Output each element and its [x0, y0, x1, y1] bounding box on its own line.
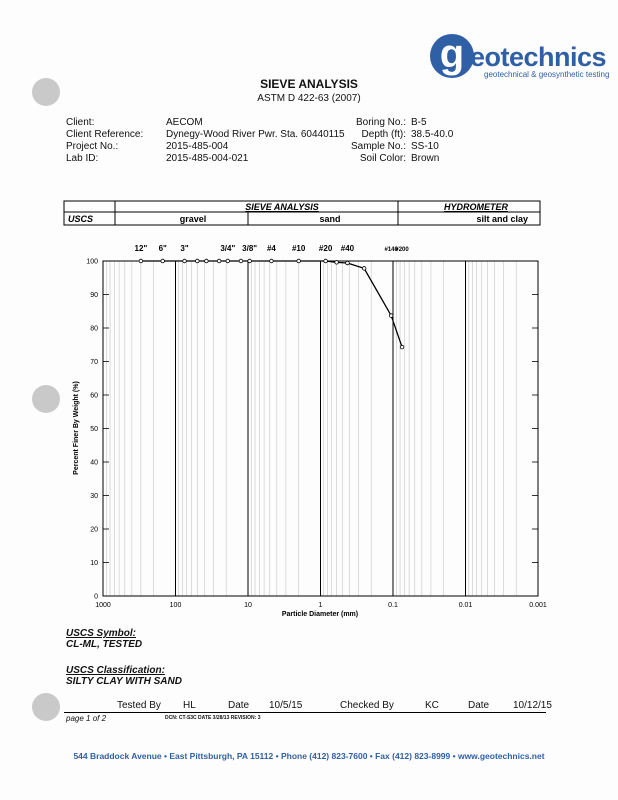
client-reference-label: Client Reference:: [66, 129, 144, 140]
uscs-symbol-block: [66, 628, 142, 650]
boring-no-value: B-5: [411, 117, 427, 128]
depth-label: Depth (ft):: [361, 129, 406, 140]
logo-icon: g: [430, 34, 474, 78]
lab-id-label: Lab ID:: [66, 153, 99, 164]
gradation-line: [141, 261, 402, 347]
x-tick-label: 1000: [95, 602, 111, 609]
depth-value: 38.5-40.0: [411, 129, 454, 140]
data-point: [335, 261, 339, 265]
x-tick-label: 100: [169, 602, 182, 609]
data-point: [196, 259, 200, 263]
footer-contact: 544 Braddock Avenue • East Pittsburgh, PA 15112 • Phone (412) 823-7600 • Fax (412) 823-8999 • www.geotechnics.net: [73, 751, 545, 761]
x-tick-label: 0.01: [458, 602, 473, 609]
y-tick-label: 20: [90, 526, 98, 534]
x-tick-label: 1: [318, 602, 323, 609]
x-tick-label: 10: [244, 602, 252, 609]
uscs-symbol-value: CL-ML, TESTED: [66, 639, 143, 650]
gravel-label: gravel: [179, 214, 207, 224]
logo-tagline: geotechnical & geosynthetic testing: [484, 70, 610, 79]
y-tick-label: 40: [90, 459, 98, 467]
data-point: [389, 314, 393, 318]
data-point: [400, 345, 404, 349]
y-tick-label: 80: [90, 325, 98, 333]
sieve-size-label: 12": [134, 244, 148, 253]
chart-grid: [103, 261, 538, 596]
soil-color-label: Soil Color:: [359, 153, 406, 164]
sieve-size-label: #200: [395, 247, 409, 253]
chart-axes: [86, 259, 547, 610]
hydrometer-heading: HYDROMETER: [443, 202, 509, 212]
document-control-code: DCN: CT-S3C DATE 3/28/13 REVISION: 3: [165, 715, 261, 721]
y-tick-label: 30: [90, 493, 98, 500]
uscs-classification-value: SILTY CLAY WITH SAND: [66, 676, 182, 687]
project-no-label: Project No.:: [66, 141, 119, 152]
uscs-classification-heading: USCS Classification:: [66, 665, 165, 676]
client-label: Client:: [66, 117, 95, 128]
client-value: AECOM: [166, 117, 203, 128]
page-title: SIEVE ANALYSIS: [260, 77, 358, 91]
silt-clay-label: silt and clay: [476, 214, 528, 224]
y-tick-label: 10: [90, 560, 98, 567]
data-point: [270, 259, 274, 263]
x-tick-label: 0.001: [529, 602, 547, 609]
data-point: [183, 259, 187, 263]
project-no-value: 2015-485-004: [166, 141, 229, 152]
checked-by-value: KC: [425, 700, 439, 711]
uscs-classification-block: [66, 665, 182, 687]
sample-no-value: SS-10: [411, 141, 439, 152]
y-tick-label: 50: [90, 426, 98, 433]
uscs-symbol-heading: USCS Symbol:: [66, 628, 137, 639]
y-tick-label: 60: [90, 392, 98, 400]
data-point: [161, 259, 165, 263]
y-tick-label: 90: [90, 292, 98, 299]
data-point: [139, 259, 143, 263]
x-tick-label: 0.1: [388, 602, 398, 609]
signoff-rule: [64, 712, 546, 713]
sieve-size-label: #140: [384, 247, 398, 253]
y-axis-label: Percent Finer By Weight (%): [73, 381, 80, 475]
test-standard: ASTM D 422-63 (2007): [257, 93, 361, 104]
checked-date-label: Date: [468, 700, 490, 711]
checked-by-label: Checked By: [340, 700, 394, 711]
sieve-markers: [135, 244, 410, 253]
sample-no-label: Sample No.:: [350, 141, 406, 152]
classification-bar: [64, 201, 540, 225]
y-tick-label: 70: [90, 359, 98, 366]
data-point: [248, 259, 252, 263]
data-point: [324, 259, 328, 263]
y-tick-label: 0: [94, 593, 98, 601]
logo-wordmark: eotechnics: [470, 42, 607, 72]
uscs-heading: USCS: [68, 214, 94, 224]
tested-by-value: HL: [183, 700, 196, 711]
sieve-size-label: #4: [266, 244, 276, 253]
sieve-size-label: 3": [180, 244, 189, 253]
tested-date-label: Date: [228, 700, 250, 711]
sieve-size-label: #40: [340, 244, 355, 253]
sieve-size-label: 3/4": [220, 244, 236, 253]
data-point: [205, 259, 209, 263]
client-reference-value: Dynegy-Wood River Pwr. Sta. 60440115: [166, 129, 345, 140]
sieve-analysis-heading: SIEVE ANALYSIS: [245, 202, 319, 212]
sieve-size-label: #10: [291, 244, 306, 253]
data-point: [226, 259, 230, 263]
checked-date-value: 10/12/15: [513, 700, 552, 711]
tested-date-value: 10/5/15: [269, 700, 303, 711]
sieve-size-label: #20: [318, 244, 333, 253]
data-point: [239, 259, 243, 263]
lab-id-value: 2015-485-004-021: [166, 153, 249, 164]
sieve-size-label: 6": [158, 244, 167, 253]
data-point: [362, 267, 366, 271]
data-point: [297, 259, 301, 263]
sand-label: sand: [319, 214, 341, 224]
soil-color-value: Brown: [411, 153, 440, 164]
boring-no-label: Boring No.:: [355, 117, 406, 128]
data-point: [217, 259, 221, 263]
sieve-size-label: 3/8": [242, 244, 258, 253]
y-tick-label: 100: [86, 258, 98, 266]
data-point: [346, 261, 350, 265]
page-number: page 1 of 2: [66, 714, 107, 723]
x-axis-label: Particle Diameter (mm): [281, 611, 359, 618]
tested-by-label: Tested By: [117, 700, 161, 711]
